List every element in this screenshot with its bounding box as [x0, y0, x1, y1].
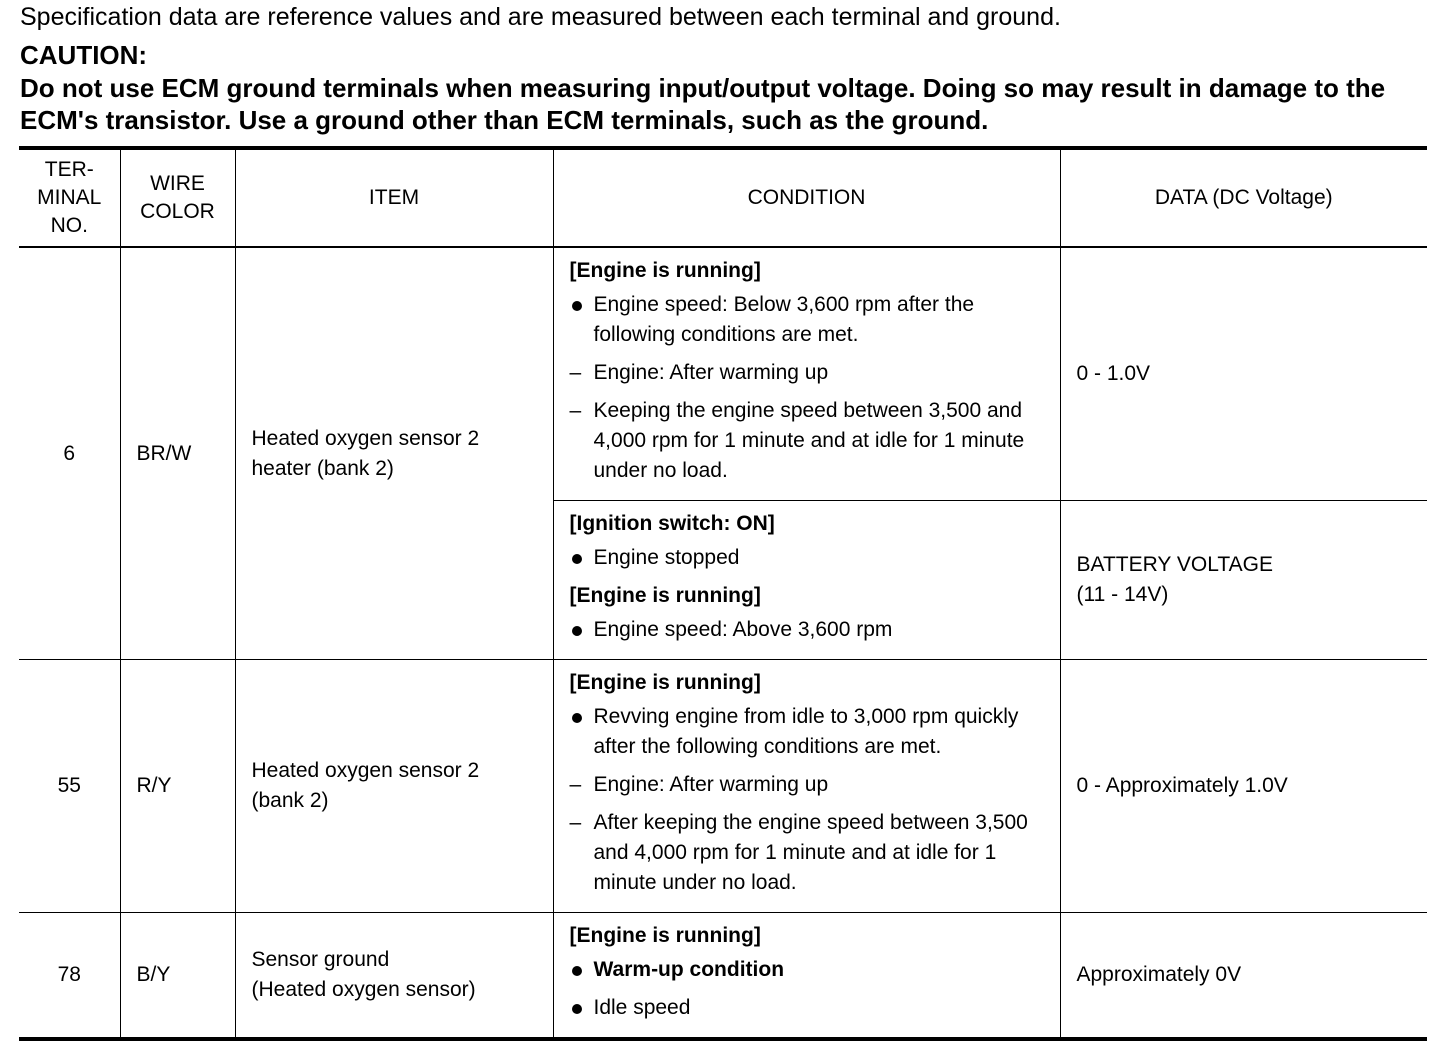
- bullet-icon: [570, 543, 590, 573]
- bullet-dot: [572, 1004, 582, 1014]
- condition-heading: [Ignition switch: ON]: [569, 512, 775, 535]
- table-row: [19, 660, 1427, 913]
- condition-text: Engine speed: Below 3,600 rpm after the following conditions are met.: [593, 293, 975, 346]
- bullet-dot: [572, 966, 582, 976]
- condition-heading: [Engine is running]: [569, 671, 761, 694]
- header-line: NO.: [50, 214, 88, 237]
- data-line: BATTERY VOLTAGE: [1076, 553, 1273, 576]
- header-data: DATA (DC Voltage): [1060, 148, 1427, 247]
- header-item: ITEM: [235, 148, 553, 247]
- condition-cell: [553, 247, 1060, 501]
- terminal-number-cell: 78: [19, 913, 120, 1040]
- data-line: 0 - 1.0V: [1076, 362, 1151, 385]
- condition-dash-item: [570, 358, 1048, 388]
- bullet-dot: [572, 626, 582, 636]
- condition-text: Keeping the engine speed between 3,500 and 4,000 rpm for 1 minute and at idle for 1 minute under no load.: [593, 399, 1025, 482]
- item-line: Sensor ground: [251, 948, 390, 971]
- data-voltage-cell: [1060, 660, 1427, 913]
- condition-heading: [Engine is running]: [569, 584, 761, 607]
- condition-text: After keeping the engine speed between 3,500 and 4,000 rpm for 1 minute and at idle for 1 minute under no load.: [593, 811, 1028, 894]
- condition-heading: [Engine is running]: [569, 924, 761, 947]
- bullet-icon: [570, 955, 590, 985]
- item-line: (Heated oxygen sensor): [251, 978, 476, 1001]
- item-cell: [235, 660, 553, 913]
- condition-bullet-item: [570, 615, 1048, 645]
- intro-text: Specification data are reference values and are measured between each terminal and ground.: [20, 3, 1061, 31]
- dash-icon: –: [569, 399, 582, 422]
- wire-color-cell: B/Y: [120, 913, 235, 1040]
- caution-title: CAUTION:: [20, 40, 148, 70]
- condition-text: Engine: After warming up: [593, 773, 829, 796]
- condition-bullet-item: [570, 543, 1048, 573]
- bullet-dot: [572, 554, 582, 564]
- item-line: heater (bank 2): [251, 456, 394, 480]
- condition-bullet-item: [570, 290, 1048, 350]
- condition-cell: [553, 913, 1060, 1040]
- table-header-row: [19, 148, 1427, 247]
- item-line: Heated oxygen sensor 2: [251, 426, 480, 450]
- terminal-spec-table: [19, 146, 1427, 1041]
- condition-heading: [Engine is running]: [569, 259, 761, 282]
- bullet-dot: [572, 713, 582, 723]
- condition-dash-item: [570, 808, 1048, 898]
- condition-dash-item: [570, 770, 1048, 800]
- item-line: Heated oxygen sensor 2: [251, 759, 480, 782]
- item-line: (bank 2): [251, 789, 329, 812]
- terminal-number-cell: 6: [19, 247, 120, 660]
- condition-dash-item: [570, 396, 1048, 486]
- bullet-icon: [570, 615, 590, 645]
- item-cell: [235, 913, 553, 1040]
- dash-icon: –: [569, 811, 582, 834]
- condition-text: Revving engine from idle to 3,000 rpm quickly after the following conditions are met.: [593, 705, 1019, 758]
- table-row: [19, 247, 1427, 501]
- header-line: MINAL: [37, 186, 102, 209]
- condition-cell: [553, 660, 1060, 913]
- data-voltage-cell: [1060, 913, 1427, 1040]
- dash-icon: –: [569, 361, 582, 384]
- condition-text: Engine stopped: [593, 546, 740, 569]
- wire-color-cell: BR/W: [120, 247, 235, 660]
- header-terminal-no: [19, 148, 120, 247]
- header-line: TER-: [44, 158, 94, 181]
- condition-bullet-item: [570, 702, 1048, 762]
- header-line: WIRE: [150, 172, 205, 195]
- condition-bullet-item: [570, 993, 1048, 1023]
- header-condition: CONDITION: [553, 148, 1060, 247]
- data-line: Approximately 0V: [1076, 963, 1242, 986]
- bullet-dot: [572, 301, 582, 311]
- table-row: [19, 913, 1427, 1040]
- item-cell: [235, 247, 553, 660]
- table-body: [19, 148, 1427, 1039]
- condition-text: Engine: After warming up: [593, 361, 829, 384]
- condition-text: Idle speed: [593, 996, 691, 1019]
- data-voltage-cell: [1060, 247, 1427, 501]
- header-wire-color: [120, 148, 235, 247]
- bullet-icon: [570, 290, 590, 320]
- header-line: COLOR: [140, 200, 215, 223]
- wire-color-cell: R/Y: [120, 660, 235, 913]
- caution-text: Do not use ECM ground terminals when measuring input/output voltage. Doing so may result in damage to the ECM's transistor. Use a ground other than ECM terminals, such as the ground.: [20, 73, 1386, 135]
- bullet-icon: [570, 702, 590, 732]
- terminal-number-cell: 55: [19, 660, 120, 913]
- condition-bullet-item: [570, 955, 1048, 985]
- condition-text: Engine speed: Above 3,600 rpm: [593, 618, 893, 641]
- dash-icon: –: [569, 773, 582, 796]
- condition-text: Warm-up condition: [593, 958, 785, 981]
- data-voltage-cell: [1060, 501, 1427, 660]
- data-line: (11 - 14V): [1076, 583, 1169, 606]
- bullet-icon: [570, 993, 590, 1023]
- condition-cell: [553, 501, 1060, 660]
- data-line: 0 - Approximately 1.0V: [1076, 774, 1288, 797]
